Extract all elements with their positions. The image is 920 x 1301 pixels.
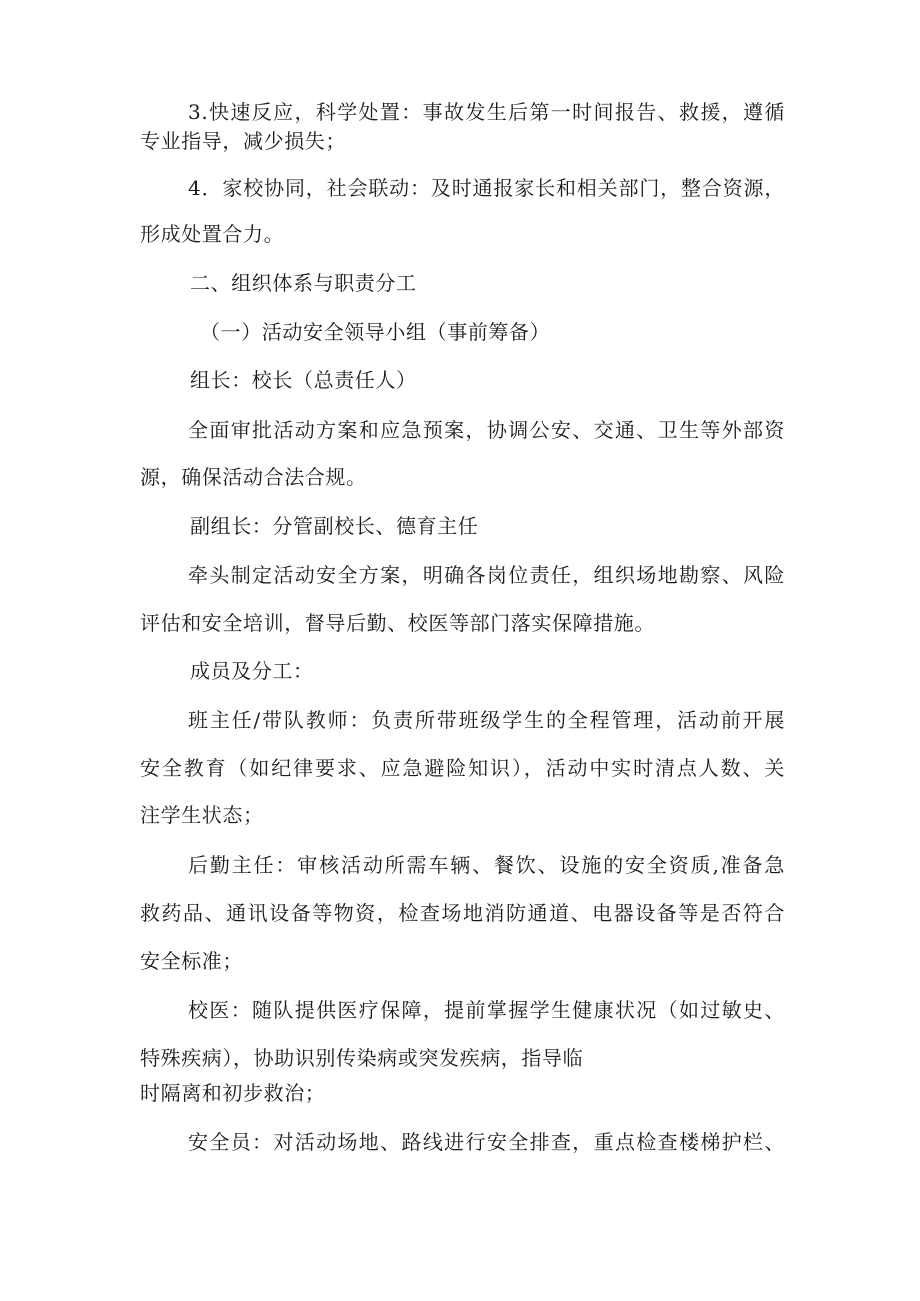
paragraph-4-line-1: 4．家校协同，社会联动：及时通报家长和相关部门，整合资源， <box>188 176 785 200</box>
doctor-duty-line-3: 时隔离和初步救治； <box>140 1081 326 1105</box>
logistics-duty-line-1: 后勤主任：审核活动所需车辆、餐饮、设施的安全资质,准备急 <box>188 853 785 877</box>
members-heading: 成员及分工： <box>190 659 314 683</box>
paragraph-4-line-2: 形成处置合力。 <box>140 222 285 246</box>
logistics-duty-line-2: 救药品、通讯设备等物资，检查场地消防通道、电器设备等是否符合 <box>140 901 785 925</box>
doctor-duty-line-2: 特殊疾病），协助识别传染病或突发疾病，指导临 <box>140 1046 584 1070</box>
section-heading-2: 二、组织体系与职责分工 <box>190 271 417 295</box>
paragraph-3-line-2: 专业指导，减少损失； <box>140 129 346 153</box>
subsection-heading-1: （一）活动安全领导小组（事前筹备） <box>200 320 551 344</box>
deputy-duty-line-2: 评估和安全培训，督导后勤、校医等部门落实保障措施。 <box>140 611 655 635</box>
safety-officer-duty-line-1: 安全员：对活动场地、路线进行安全排查，重点检查楼梯护栏、 <box>188 1130 785 1154</box>
leader-duty-line-2: 源，确保活动合法合规。 <box>140 465 367 489</box>
leader-heading: 组长：校长（总责任人） <box>190 368 417 392</box>
deputy-leader-heading: 副组长：分管副校长、德育主任 <box>190 514 479 538</box>
paragraph-3-line-1: 3.快速反应，科学处置：事故发生后第一时间报告、救援，遵循 <box>188 100 785 124</box>
deputy-duty-line-1: 牵头制定活动安全方案，明确各岗位责任，组织场地勘察、风险 <box>188 563 785 587</box>
doctor-duty-line-1: 校医：随队提供医疗保障，提前掌握学生健康状况（如过敏史、 <box>188 998 785 1022</box>
teacher-duty-line-1: 班主任/带队教师：负责所带班级学生的全程管理，活动前开展 <box>188 708 785 732</box>
leader-duty-line-1: 全面审批活动方案和应急预案，协调公安、交通、卫生等外部资 <box>188 418 785 442</box>
teacher-duty-line-2: 安全教育（如纪律要求、应急避险知识），活动中实时清点人数、关 <box>140 756 785 780</box>
logistics-duty-line-3: 安全标准； <box>140 949 243 973</box>
teacher-duty-line-3: 注学生状态； <box>140 803 264 827</box>
